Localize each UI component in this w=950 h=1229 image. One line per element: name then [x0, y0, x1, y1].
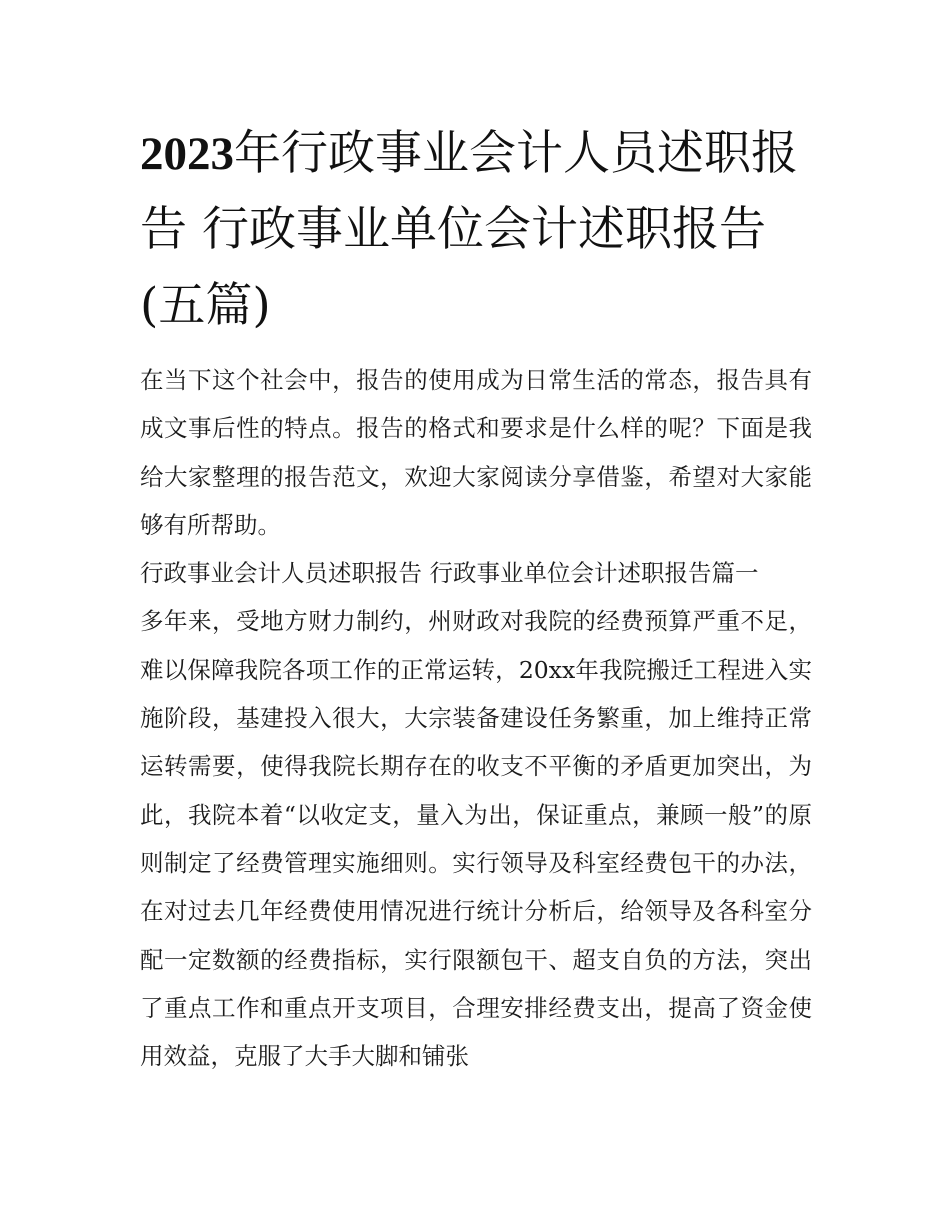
body-paragraph: 多年来，受地方财力制约，州财政对我院的经费预算严重不足，难以保障我院各项工作的正常运转，20xx年我院搬迁工程进入实施阶段，基建投入很大，大宗装备建设任务繁重，加上维持正常运转需要，使得我院长期存在的收支不平衡的矛盾更加突出，为此，我院本着“以收定支，量入为出，保证重点，兼顾一般”的原则制定了经费管理实施细则。实行领导及科室经费包干的办法，在对过去几年经费使用情况进行统计分析后，给领导及各科室分配一定数额的经费指标，实行限额包干、超支自负的方法，突出了重点工作和重点开支项目，合理安排经费支出，提高了资金使用效益，克服了大手大脚和铺张 — [140, 607, 812, 1071]
document-title — [140, 116, 812, 344]
intro-paragraph: 在当下这个社会中，报告的使用成为日常生活的常态，报告具有成文事后性的特点。报告的格式和要求是什么样的呢？下面是我给大家整理的报告范文，欢迎大家阅读分享借鉴，希望对大家能够有所帮助。 — [140, 366, 812, 539]
document-body — [140, 356, 812, 1080]
title-text: 年行政事业会计人员述职报告 行政事业单位会计述职报告(五篇) — [140, 126, 798, 333]
title-year: 2023 — [140, 128, 234, 180]
section-heading: 行政事业会计人员述职报告 行政事业单位会计述职报告篇一 — [140, 559, 759, 588]
